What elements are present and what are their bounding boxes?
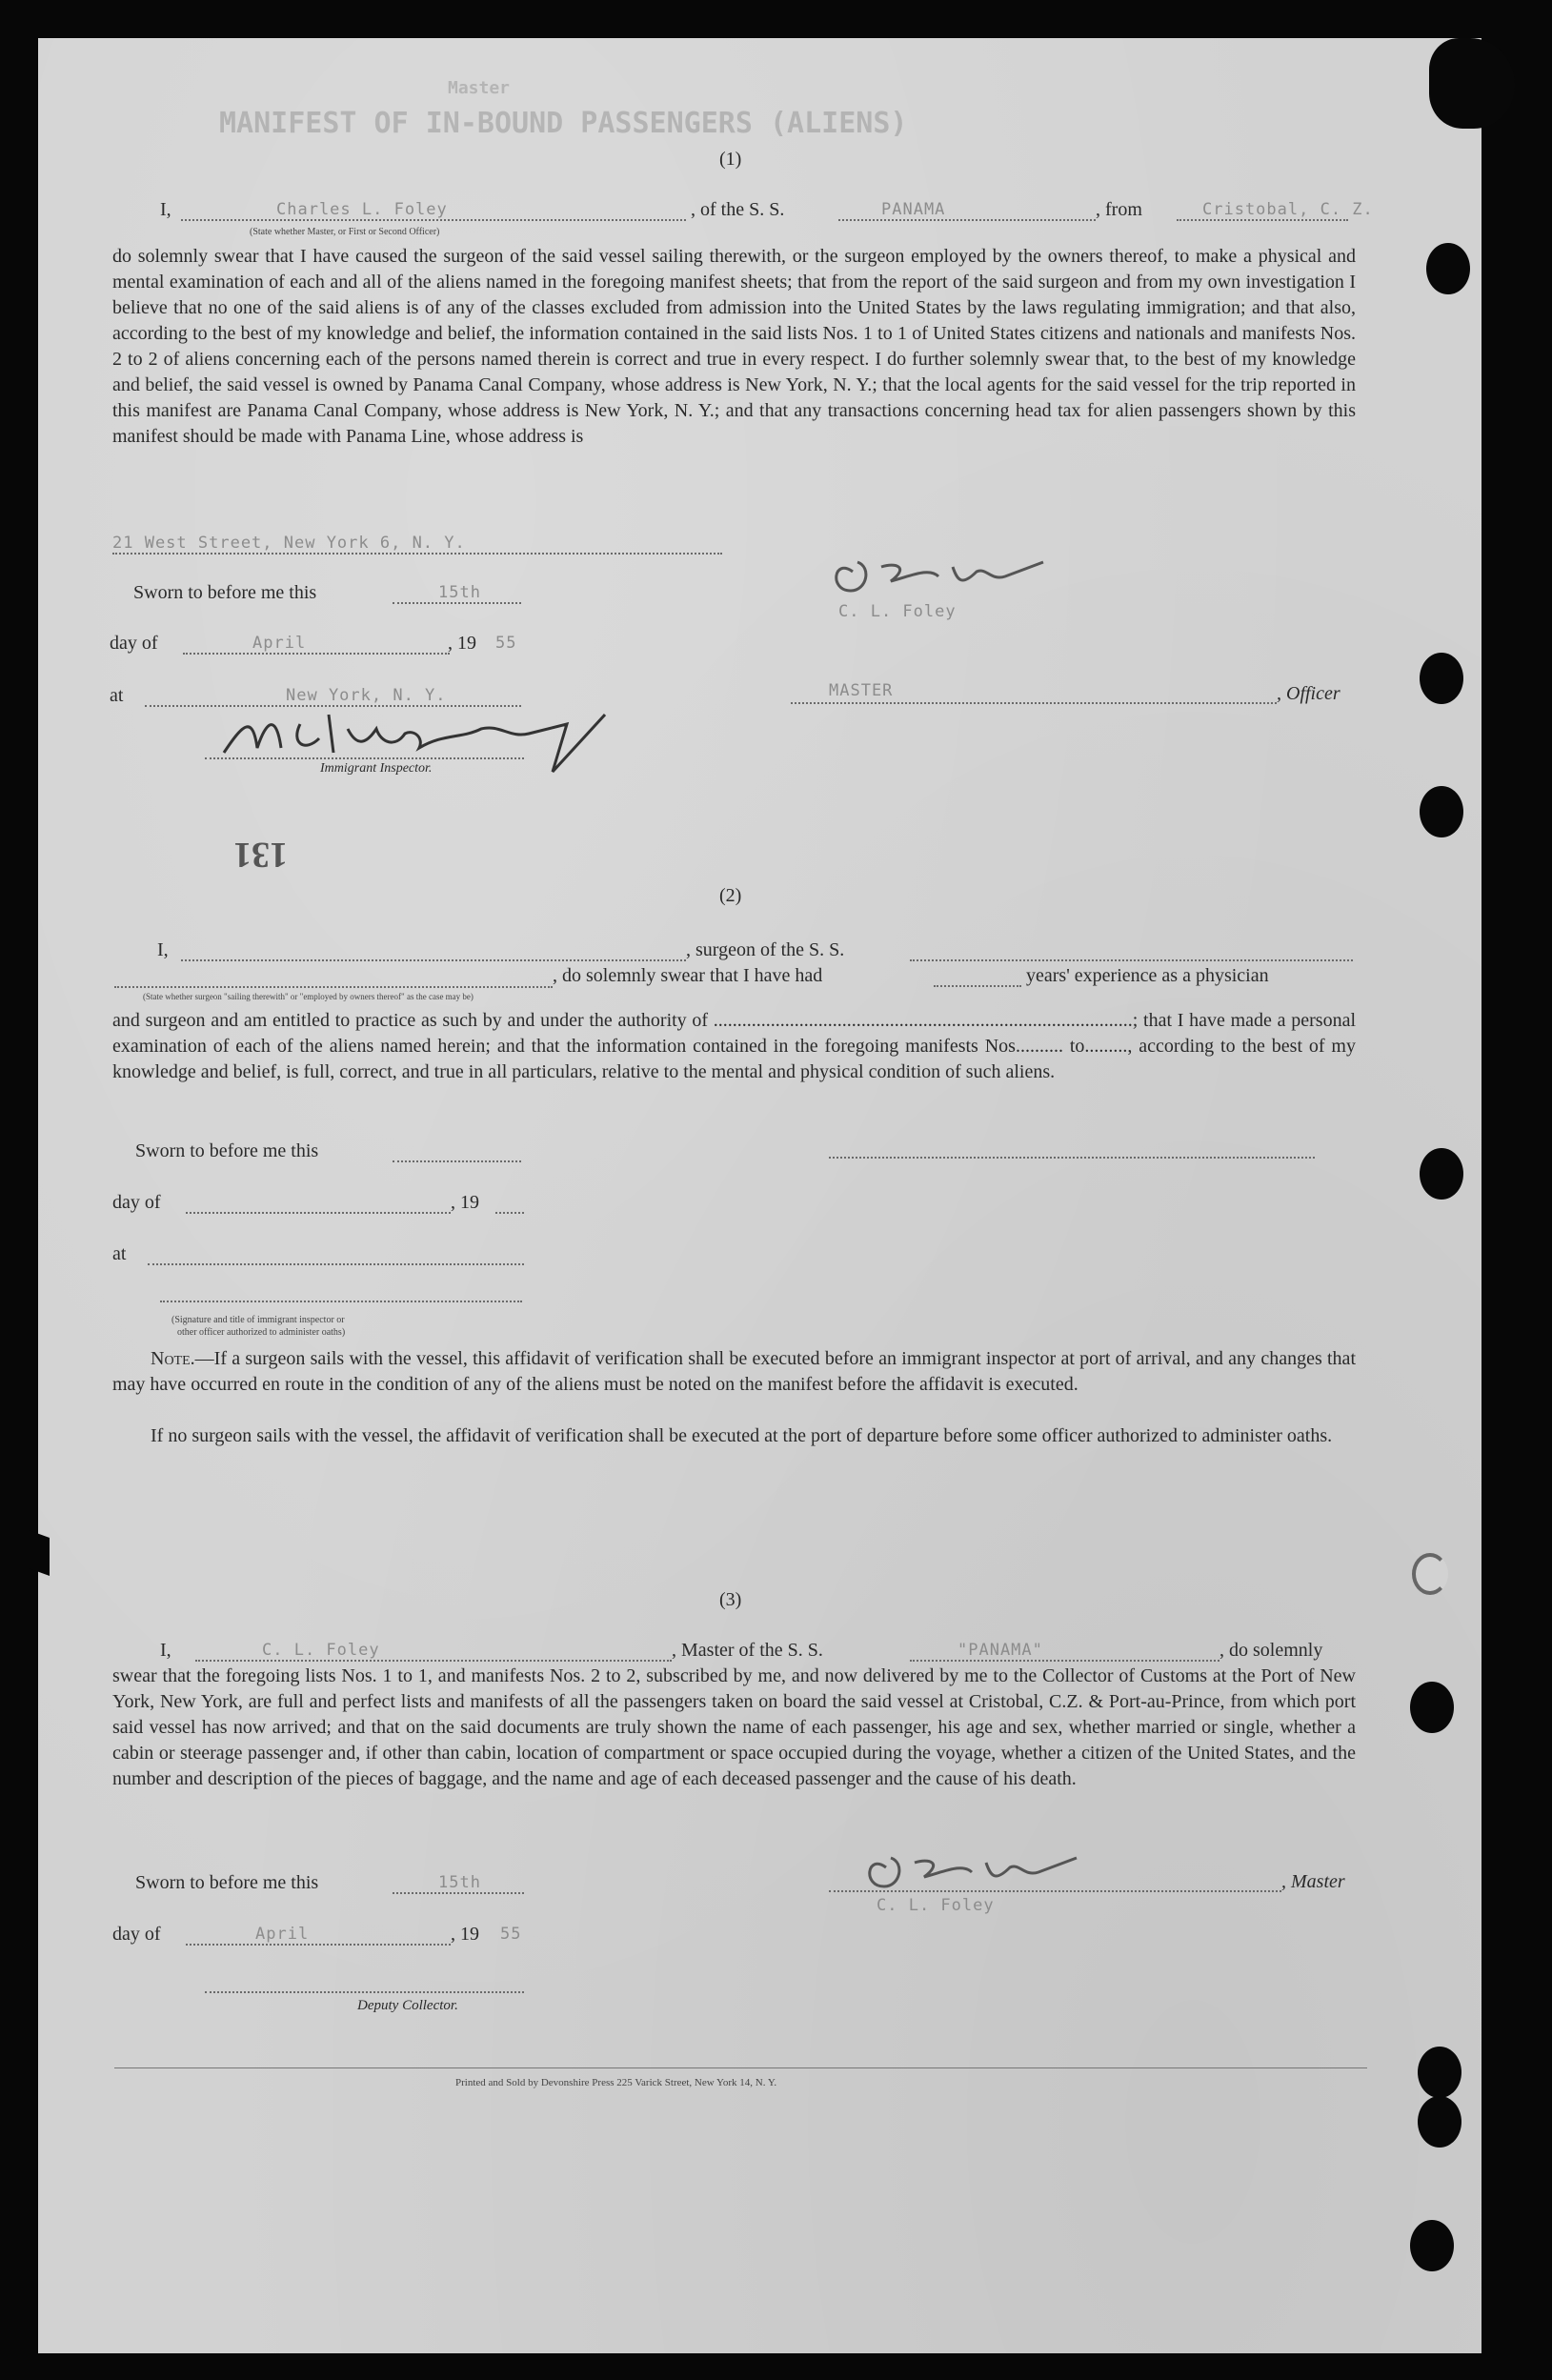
sec2-i: I, [157,939,169,960]
section-3-number: (3) [719,1589,742,1610]
inspector-label: Immigrant Inspector. [320,761,433,776]
sec3-day-value: April [255,1925,310,1944]
deputy-label: Deputy Collector. [357,1998,458,2013]
sec2-swear: , do solemnly swear that I have had [553,965,823,986]
from-port-line [1177,219,1348,221]
punch-hole [1420,786,1463,837]
sec1-day-line [183,653,450,655]
years-line [934,985,1021,987]
punch-hole [1418,2047,1461,2098]
sec2-sworn-line [393,1160,521,1162]
sec1-of-ss: , of the S. S. [691,199,785,220]
sec2-year-label: , 19 [451,1192,479,1213]
sec1-sworn-value: 15th [438,583,481,602]
footer-rule [114,2067,1367,2068]
sec2-sig-note-2: other officer authorized to administer oaths) [177,1327,346,1338]
sec1-at-value: New York, N. Y. [286,686,447,705]
punch-hole [1410,2220,1454,2271]
sec3-day-label: day of [112,1924,161,1945]
sec2-surgeon-of: , surgeon of the S. S. [686,939,845,960]
sec2-day-label: day of [112,1192,161,1213]
master-name-typed: C. L. Foley [838,602,957,621]
section-1-number: (1) [719,149,742,170]
sec1-state-note: (State whether Master, or First or Second Officer) [250,227,440,237]
sec3-master-line [829,1890,1281,1892]
sec2-year-line [495,1212,524,1214]
sec3-year-value: 55 [500,1925,522,1944]
sec1-from: , from [1096,199,1142,220]
header-stamp: MANIFEST OF IN-BOUND PASSENGERS (ALIENS) [219,107,908,140]
punch-hole [1410,1682,1454,1733]
sec1-oath-text: do solemnly swear that I have caused the surgeon of the said vessel sailing therewith, or the surgeon employed by the owners thereof, to make a physical and mental examination of each and all of the aliens named in the foregoing manifest sheets; that from the report of the said surgeon and from my own investigation I believe that no one of the said aliens is of any of the classes excluded from admission into the United States by the laws regulating immigration; and that also, according to the best of my knowledge and belief, the information contained in the said lists Nos. 1 to 1 of United States citizens and nationals and manifests Nos. 2 to 2 of aliens concerning each of the persons named therein is correct and true in every respect. I do further solemnly swear that, to the best of my knowledge and belief, the said vessel is owned by Panama Canal Company, whose address is New York, N. Y.; that the local agents for the said vessel for the trip reported in this manifest are Panama Canal Company, whose address is New York, N. Y.; and that any transactions concerning head tax for alien passengers shown by this manifest should be made with Panama Line, whose address is [112,246,1356,447]
address-line [112,553,722,555]
section-2-number: (2) [719,885,742,906]
sec2-day-line [186,1212,451,1214]
sec2-years: years' experience as a physician [1026,965,1269,986]
surgeon-type-line [114,986,553,988]
punch-hole [1429,38,1515,129]
sec3-name-value: C. L. Foley [262,1641,380,1660]
vessel-line [838,219,1096,221]
sec3-sworn-label: Sworn to before me this [135,1872,319,1893]
printer-footer: Printed and Sold by Devonshire Press 225 Varick Street, New York 14, N. Y. [455,2077,777,2088]
sec1-day-label: day of [110,633,158,654]
note-text-1: —If a surgeon sails with the vessel, this affidavit of verification shall be executed before an immigrant inspector at port of arrival, and any changes that may have occurred en route in the condition of any of the aliens must be noted on the manifest before the affidavit is executed. [112,1348,1356,1395]
sec3-day-line [186,1944,451,1946]
punch-hole [1420,1148,1463,1200]
punch-hole [1420,653,1463,704]
officer-name-value: Charles L. Foley [276,200,448,219]
sec3-i: I, [160,1640,171,1661]
sec1-at-label: at [110,685,124,706]
sec3-master-label: , Master [1281,1871,1345,1892]
header-stamp-small: Master [448,78,511,98]
sec2-sworn-label: Sworn to before me this [135,1140,319,1161]
sec3-year-label: , 19 [451,1924,479,1945]
surgeon-name-line [181,959,686,961]
master-title-value: MASTER [829,681,894,700]
sec1-year-value: 55 [495,634,517,653]
punch-hole [1418,2096,1461,2148]
sec3-oath-text: swear that the foregoing lists Nos. 1 to 1, and manifests Nos. 2 to 2, subscribed by me, and now delivered by me to the Collector of Customs at the Port of New York, New York, are full and perfect lists and manifests of all the passengers taken on board the said vessel at Cristobal, C.Z. & Port-au-Prince, from which port said vessel has now arrived; and that on the said documents are truly shown the name of each passenger, his age and sex, whether married or single, whether a cabin or steerage passenger and, if other than cabin, location of compartment or space occupied during the voyage, whether a citizen of the United States, and the number and description of the pieces of baggage, and the name and age of each deceased passenger and the cause of his death. [112,1665,1356,1789]
address-value: 21 West Street, New York 6, N. Y. [112,534,466,553]
sec2-sig-note-1: (Signature and title of immigrant inspector or [171,1315,345,1325]
sec2-oath-text: and surgeon and am entitled to practice as such by and under the authority of ........................................................................................; that I have made a personal examination of each of the aliens named herein; and that the information contained in the foregoing manifests Nos.......... to........., according to the best of my knowledge and belief, is full, correct, and true in all particulars, relative to the mental and physical condition of such aliens. [112,1010,1356,1082]
sec3-master-typed: C. L. Foley [877,1896,995,1915]
sec3-vessel-line [910,1660,1219,1662]
punch-hole [1426,243,1470,294]
sec2-note [112,1346,1356,1398]
master-signature [824,538,1129,610]
sec3-sworn-line [393,1892,524,1894]
sec3-master-of: , Master of the S. S. [672,1640,823,1661]
sec2-vessel-line [910,959,1353,961]
officer-label: , Officer [1277,683,1340,704]
sec2-note-2 [112,1423,1356,1449]
sec3-name-line [195,1660,672,1662]
officer-name-line [181,219,686,221]
deputy-line [205,1991,524,1993]
sec2-officer-sig-line [160,1301,522,1302]
sec2-state-note: (State whether surgeon "sailing therewith" or "employed by owners thereof" as the case may be) [143,992,474,1001]
sec2-at-label: at [112,1243,127,1264]
sec1-i: I, [160,199,171,220]
note-label: Note. [151,1348,195,1369]
sec2-at-line [148,1263,524,1265]
page-number: 131 [233,835,288,875]
sec3-sworn-value: 15th [438,1873,481,1892]
sec3-solemnly: , do solemnly [1219,1640,1323,1661]
from-port-value: Cristobal, C. Z. [1202,200,1374,219]
sec3-vessel-value: "PANAMA" [957,1641,1043,1660]
torn-edge [29,1530,50,1576]
note-text-2: If no surgeon sails with the vessel, the affidavit of verification shall be executed at the port of departure before some officer authorized to administer oaths. [151,1425,1333,1446]
officer-title-line [791,702,1277,704]
sec1-year-label: , 19 [448,633,476,654]
sec1-sworn-line [393,602,521,604]
vessel-value: PANAMA [881,200,946,219]
punch-hole [1412,1553,1448,1595]
surgeon-signature-line [829,1157,1315,1159]
sec1-day-value: April [252,634,307,653]
sec1-sworn-label: Sworn to before me this [133,582,317,603]
